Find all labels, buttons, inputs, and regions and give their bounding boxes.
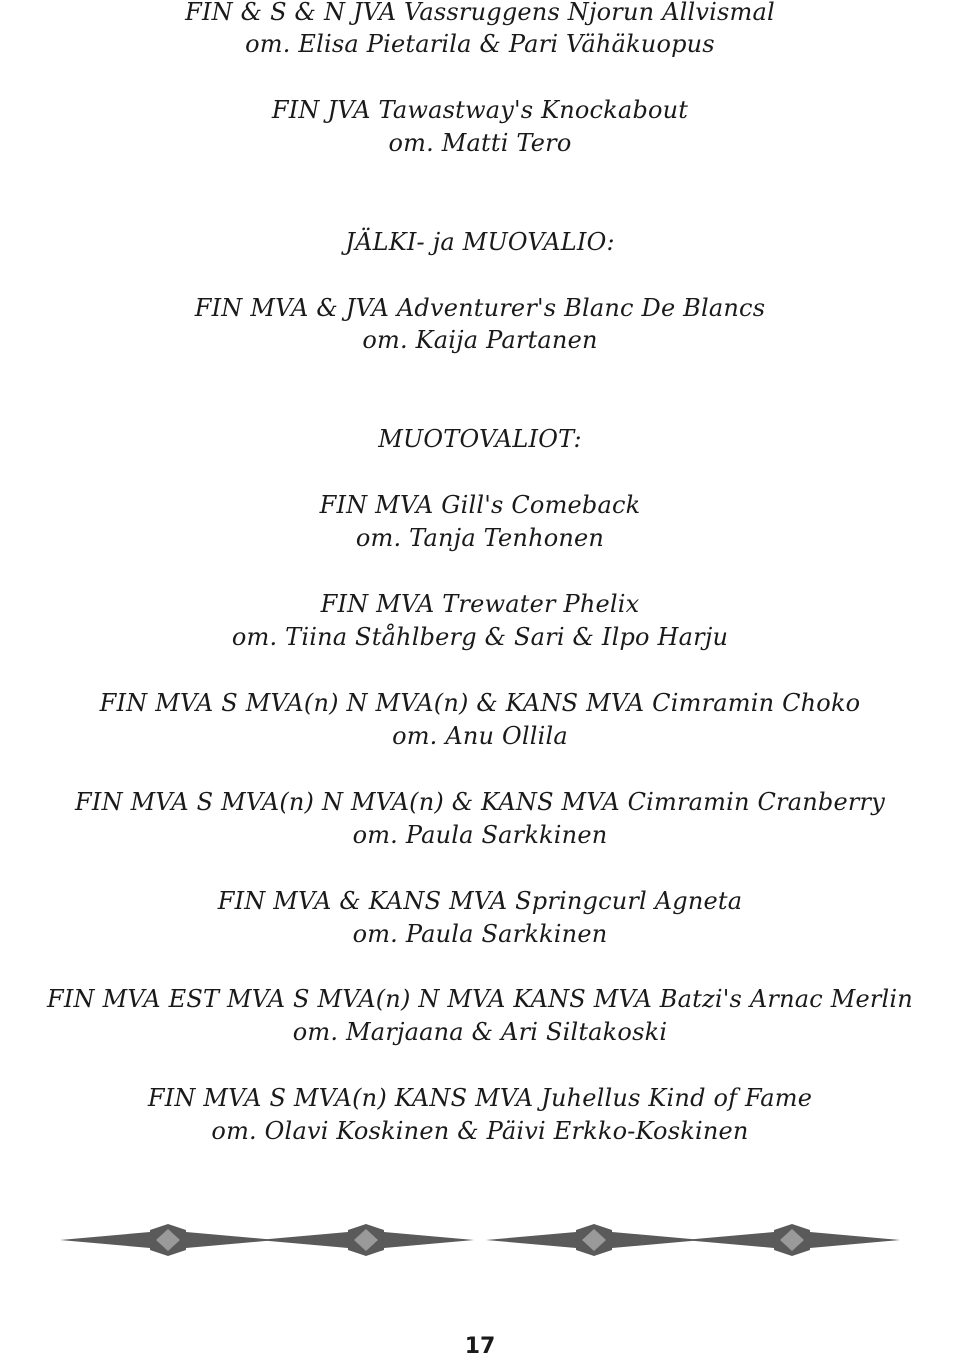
diamond-divider-icon — [258, 1224, 474, 1256]
entry-title-line: FIN MVA & JVA Adventurer's Blanc De Blancs — [194, 294, 766, 322]
entry-title-line: FIN MVA Trewater Phelix — [320, 590, 640, 618]
entry-title-line: FIN MVA EST MVA S MVA(n) N MVA KANS MVA Batzi's Arnac Merlin — [47, 985, 913, 1013]
diamond-divider-icon — [684, 1224, 900, 1256]
entry-title-line: FIN JVA Tawastway's Knockabout — [271, 96, 689, 124]
entry-owner-line: om. Tanja Tenhonen — [355, 524, 605, 552]
entry-owner-line: om. Tiina Ståhlberg & Sari & Ilpo Harju — [231, 623, 729, 651]
diamond-divider-icon — [60, 1224, 276, 1256]
entry-owner-line: om. Olavi Koskinen & Päivi Erkko-Koskinen — [211, 1117, 749, 1145]
entry-owner-line: om. Anu Ollila — [392, 722, 568, 750]
entry-title-line: FIN MVA S MVA(n) N MVA(n) & KANS MVA Cimramin Choko — [99, 689, 861, 717]
entry-title-line: FIN MVA S MVA(n) N MVA(n) & KANS MVA Cimramin Cranberry — [75, 788, 885, 816]
entry-owner-line: om. Marjaana & Ari Siltakoski — [292, 1018, 668, 1046]
entry-owner-line: om. Elisa Pietarila & Pari Vähäkuopus — [245, 30, 715, 58]
entry-title-line: FIN MVA S MVA(n) KANS MVA Juhellus Kind of Fame — [147, 1084, 813, 1112]
entry-title-line: FIN MVA Gill's Comeback — [319, 491, 641, 519]
section-heading: MUOTOVALIOT: — [378, 425, 582, 453]
entry-owner-line: om. Matti Tero — [388, 129, 572, 157]
diamond-divider-icon — [486, 1224, 702, 1256]
page-number: 17 — [464, 1334, 496, 1359]
entry-owner-line: om. Paula Sarkkinen — [352, 920, 608, 948]
section-heading: JÄLKI- ja MUOVALIO: — [345, 228, 615, 256]
ornament-divider-row — [0, 1222, 960, 1258]
entry-title-line: FIN MVA & KANS MVA Springcurl Agneta — [217, 887, 743, 915]
entry-owner-line: om. Kaija Partanen — [362, 326, 598, 354]
entry-title-line: FIN & S & N JVA Vassruggens Njorun Allvismal — [185, 0, 775, 26]
entry-owner-line: om. Paula Sarkkinen — [352, 821, 608, 849]
